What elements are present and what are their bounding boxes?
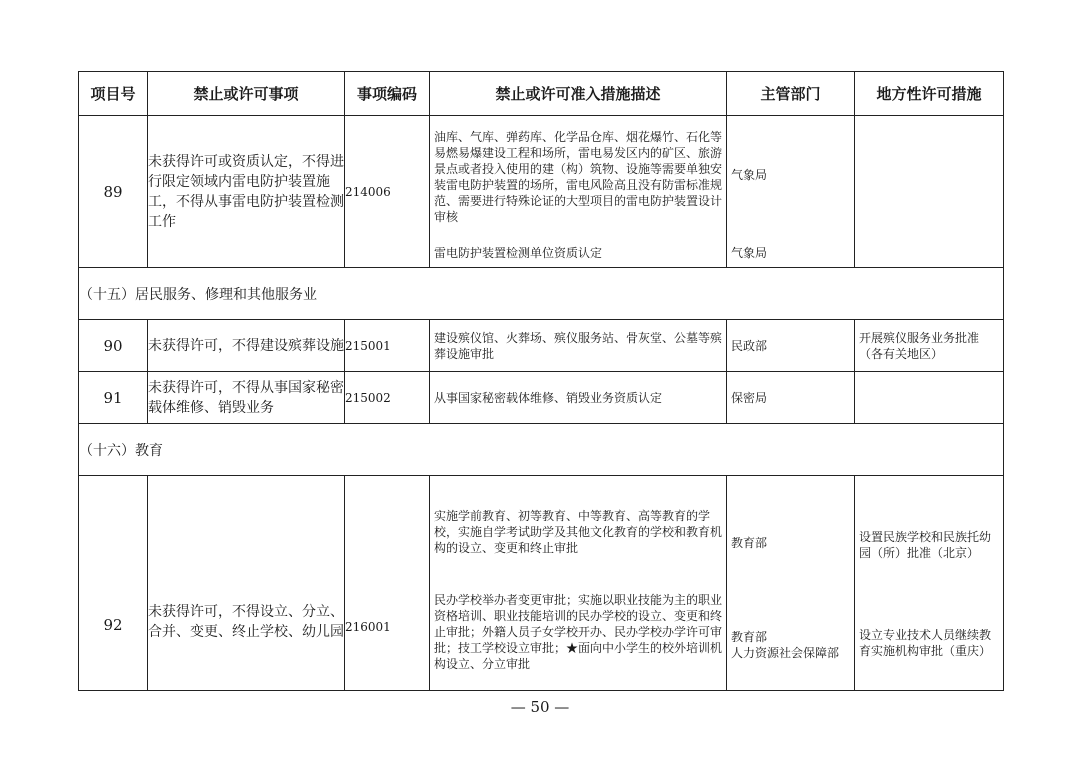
- measure-desc: 实施学前教育、初等教育、中等教育、高等教育的学校，实施自学考试助学及其他文化教育的学校和教育机构的设立、变更和终止审批: [434, 509, 723, 555]
- measure-descriptions: [430, 116, 727, 268]
- table-header-row: [79, 72, 1004, 116]
- local-measure: [855, 372, 1004, 424]
- item-code: 216001: [345, 476, 430, 691]
- header-code: 事项编码: [345, 72, 430, 116]
- item-title: 未获得许可，不得设立、分立、合并、变更、终止学校、幼儿园: [148, 476, 345, 691]
- measure-dept: 民政部: [727, 320, 855, 372]
- item-number: 90: [79, 320, 148, 372]
- table-row: [79, 116, 1004, 268]
- section-title: （十六）教育: [79, 424, 1004, 476]
- table-row: [79, 320, 1004, 372]
- local-measure: 设置民族学校和民族托幼园（所）批准（北京）: [859, 530, 992, 560]
- measure-dept: 教育部 人力资源社会保障部: [731, 630, 840, 660]
- item-code: 214006: [345, 116, 430, 268]
- item-code: 215001: [345, 320, 430, 372]
- measure-departments: [727, 116, 855, 268]
- header-item: 禁止或许可事项: [148, 72, 345, 116]
- item-number: 92: [79, 476, 148, 691]
- item-title: 未获得许可，不得从事国家秘密载体维修、销毁业务: [148, 372, 345, 424]
- table-row: [79, 476, 1004, 691]
- header-description: 禁止或许可准入措施描述: [430, 72, 727, 116]
- item-title: 未获得许可，不得建设殡葬设施: [148, 320, 345, 372]
- item-number: 89: [79, 116, 148, 268]
- measure-desc: 油库、气库、弹药库、化学品仓库、烟花爆竹、石化等易燃易爆建设工程和场所，雷电易发区内的矿区、旅游景点或者投入使用的建（构）筑物、设施等需要单独安装雷电防护装置的场所，雷电风险高且没有防雷标准规范、需要进行特殊论证的大型项目的雷电防护装置设计审核: [434, 129, 723, 224]
- measure-desc: 民办学校举办者变更审批；实施以职业技能为主的职业资格培训、职业技能培训的民办学校的设立、变更和终止审批；外籍人员子女学校开办、民办学校办学许可审批；技工学校设立审批；★面向中小学生的校外培训机构设立、分立审批: [434, 593, 723, 671]
- measure-desc: 建设殡仪馆、火葬场、殡仪服务站、骨灰堂、公墓等殡葬设施审批: [430, 320, 727, 372]
- section-row: [79, 424, 1004, 476]
- measure-departments: [727, 476, 855, 691]
- local-measure: 开展殡仪服务业务批准（各有关地区）: [855, 320, 1004, 372]
- section-row: [79, 268, 1004, 320]
- measure-dept: 气象局: [731, 245, 768, 260]
- local-measures: [855, 476, 1004, 691]
- item-number: 91: [79, 372, 148, 424]
- header-item-no: 项目号: [79, 72, 148, 116]
- page-number: — 50 —: [510, 698, 570, 716]
- measure-desc: 从事国家秘密载体维修、销毁业务资质认定: [430, 372, 727, 424]
- table-row: [79, 372, 1004, 424]
- header-department: 主管部门: [727, 72, 855, 116]
- local-measure: [855, 116, 1004, 268]
- measure-descriptions: [430, 476, 727, 691]
- measure-dept: 保密局: [727, 372, 855, 424]
- header-local-measure: 地方性许可措施: [855, 72, 1004, 116]
- permit-table: [78, 71, 1004, 691]
- measure-dept: 气象局: [731, 167, 768, 182]
- section-title: （十五）居民服务、修理和其他服务业: [79, 268, 1004, 320]
- measure-desc: 雷电防护装置检测单位资质认定: [434, 245, 603, 260]
- local-measure: 设立专业技术人员继续教育实施机构审批（重庆）: [859, 628, 992, 658]
- item-title: 未获得许可或资质认定，不得进行限定领域内雷电防护装置施工，不得从事雷电防护装置检测工作: [148, 116, 345, 268]
- measure-dept: 教育部: [731, 536, 768, 550]
- item-code: 215002: [345, 372, 430, 424]
